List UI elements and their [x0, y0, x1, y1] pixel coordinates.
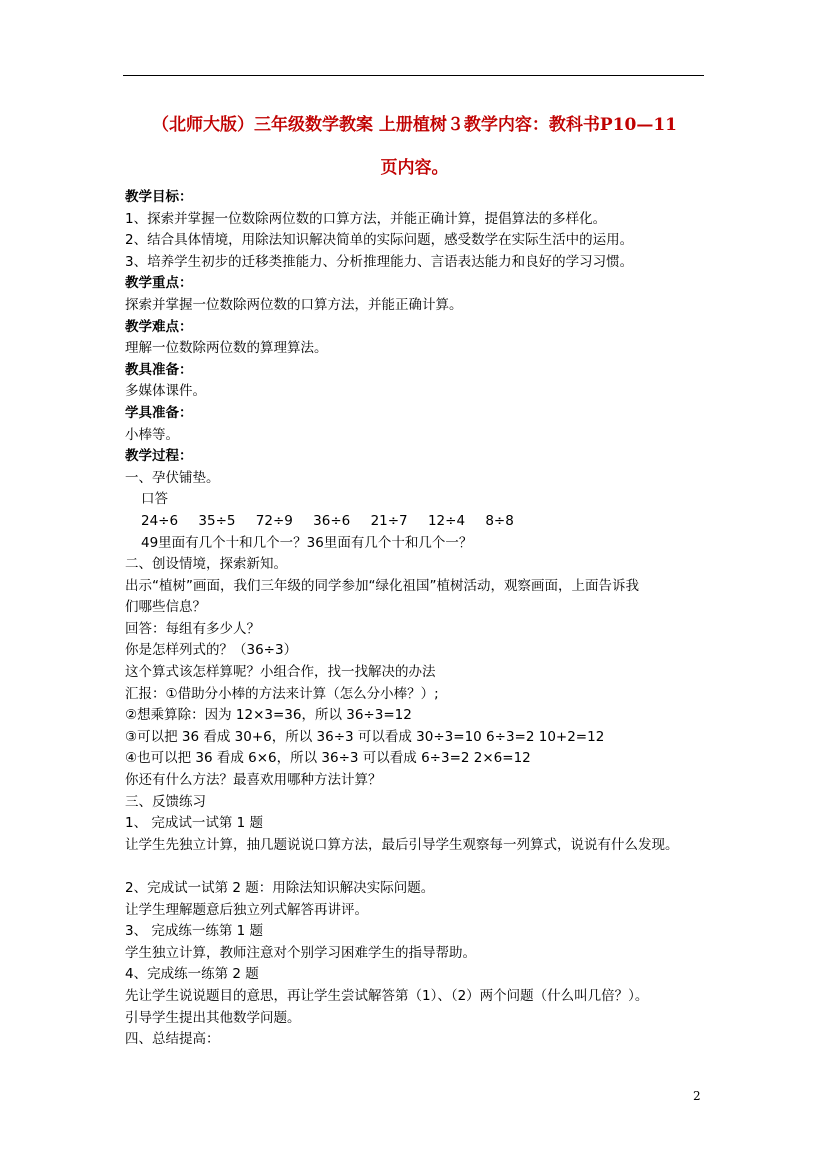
calc-item: 24÷6	[141, 512, 179, 529]
goal-3: 3、培养学生初步的迁移类推能力、分析推理能力、言语表达能力和良好的学习习惯。	[125, 253, 634, 270]
calc-item: 8÷8	[485, 512, 514, 529]
calc-item: 12÷4	[427, 512, 466, 529]
show-text-2: 们哪些信息？	[125, 599, 206, 616]
step-1: 一、孕伏铺垫。	[125, 469, 220, 486]
exercise-3-text: 学生独立计算，教师注意对个别学习困难学生的指导帮助。	[125, 944, 476, 961]
formula-text: 你是怎样列式的？（36÷3）	[125, 642, 298, 659]
calc-item: 21÷7	[370, 512, 408, 529]
key-heading: 教学重点：	[125, 275, 193, 292]
step-3: 三、反馈练习	[125, 793, 206, 810]
doc-title-line2: 页内容。	[380, 158, 449, 178]
tens-question: 49里面有几个十和几个一？36里面有几个十和几个一？	[141, 534, 473, 551]
method-2: ②想乘算除：因为 12×3=36，所以 36÷3=12	[125, 707, 412, 724]
exercise-3: 3、 完成练一练第 1 题	[125, 923, 264, 940]
teacher-tools-heading: 教具准备：	[125, 361, 193, 378]
difficulty-heading: 教学难点：	[125, 318, 193, 335]
student-tools-text: 小棒等。	[125, 426, 179, 443]
how-text: 这个算式该怎样算呢？小组合作，找一找解决的办法	[125, 664, 436, 681]
exercise-4-text: 先让学生说说题目的意思，再让学生尝试解答第（1）、（2）两个问题（什么叫几倍？）。	[125, 987, 649, 1004]
step-2: 二、创设情境，探索新知。	[125, 556, 287, 573]
goal-1: 1、探索并掌握一位数除两位数的口算方法，并能正确计算，提倡算法的多样化。	[125, 210, 607, 227]
answer-text: 回答：每组有多少人？	[125, 620, 260, 637]
page-number: 2	[693, 1089, 701, 1103]
calc-item: 36÷6	[313, 512, 351, 529]
student-tools-heading: 学具准备：	[125, 404, 193, 421]
other-method-question: 你还有什么方法？最喜欢用哪种方法计算？	[125, 772, 382, 789]
document-body	[125, 187, 725, 1051]
exercise-2-text: 让学生理解题意后独立列式解答再讲评。	[125, 901, 368, 918]
blank-line	[125, 856, 725, 878]
teacher-tools-text: 多媒体课件。	[125, 383, 206, 400]
calc-row	[125, 511, 725, 533]
goal-2: 2、结合具体情境，用除法知识解决简单的实际问题，感受数学在实际生活中的运用。	[125, 232, 634, 249]
exercise-1: 1、 完成试一试第 1 题	[125, 815, 264, 832]
exercise-1-text: 让学生先独立计算，抽几题说说口算方法，最后引导学生观察每一列算式，说说有什么发现。	[125, 836, 679, 853]
oral-label: 口答	[141, 491, 168, 508]
goals-heading: 教学目标：	[125, 189, 193, 205]
show-text-1: 出示“植树”画面，我们三年级的同学参加“绿化祖国”植树活动，观察画面，上面告诉我	[125, 577, 639, 594]
key-text: 探索并掌握一位数除两位数的口算方法，并能正确计算。	[125, 296, 463, 313]
method-3: ③可以把 36 看成 30+6，所以 36÷3 可以看成 30÷3=10 6÷3=2 10+2=12	[125, 728, 605, 745]
step-4: 四、总结提高：	[125, 1031, 220, 1048]
method-4: ④也可以把 36 看成 6×6，所以 36÷3 可以看成 6÷3=2 2×6=12	[125, 750, 531, 767]
calc-item: 72÷9	[255, 512, 293, 529]
process-heading: 教学过程：	[125, 448, 193, 465]
doc-title-line1: （北师大版）三年级数学教案 上册植树３教学内容：教科书P10—11	[151, 115, 677, 135]
report-text: 汇报：①借助分小棒的方法来计算（怎么分小棒？）;	[125, 685, 439, 702]
exercise-4: 4、完成练一练第 2 题	[125, 966, 259, 983]
exercise-2: 2、完成试一试第 2 题：用除法知识解决实际问题。	[125, 880, 435, 896]
header-rule	[123, 75, 704, 76]
difficulty-text: 理解一位数除两位数的算理算法。	[125, 340, 328, 357]
calc-item: 35÷5	[198, 512, 236, 529]
exercise-4-text-2: 引导学生提出其他数学问题。	[125, 1009, 301, 1026]
